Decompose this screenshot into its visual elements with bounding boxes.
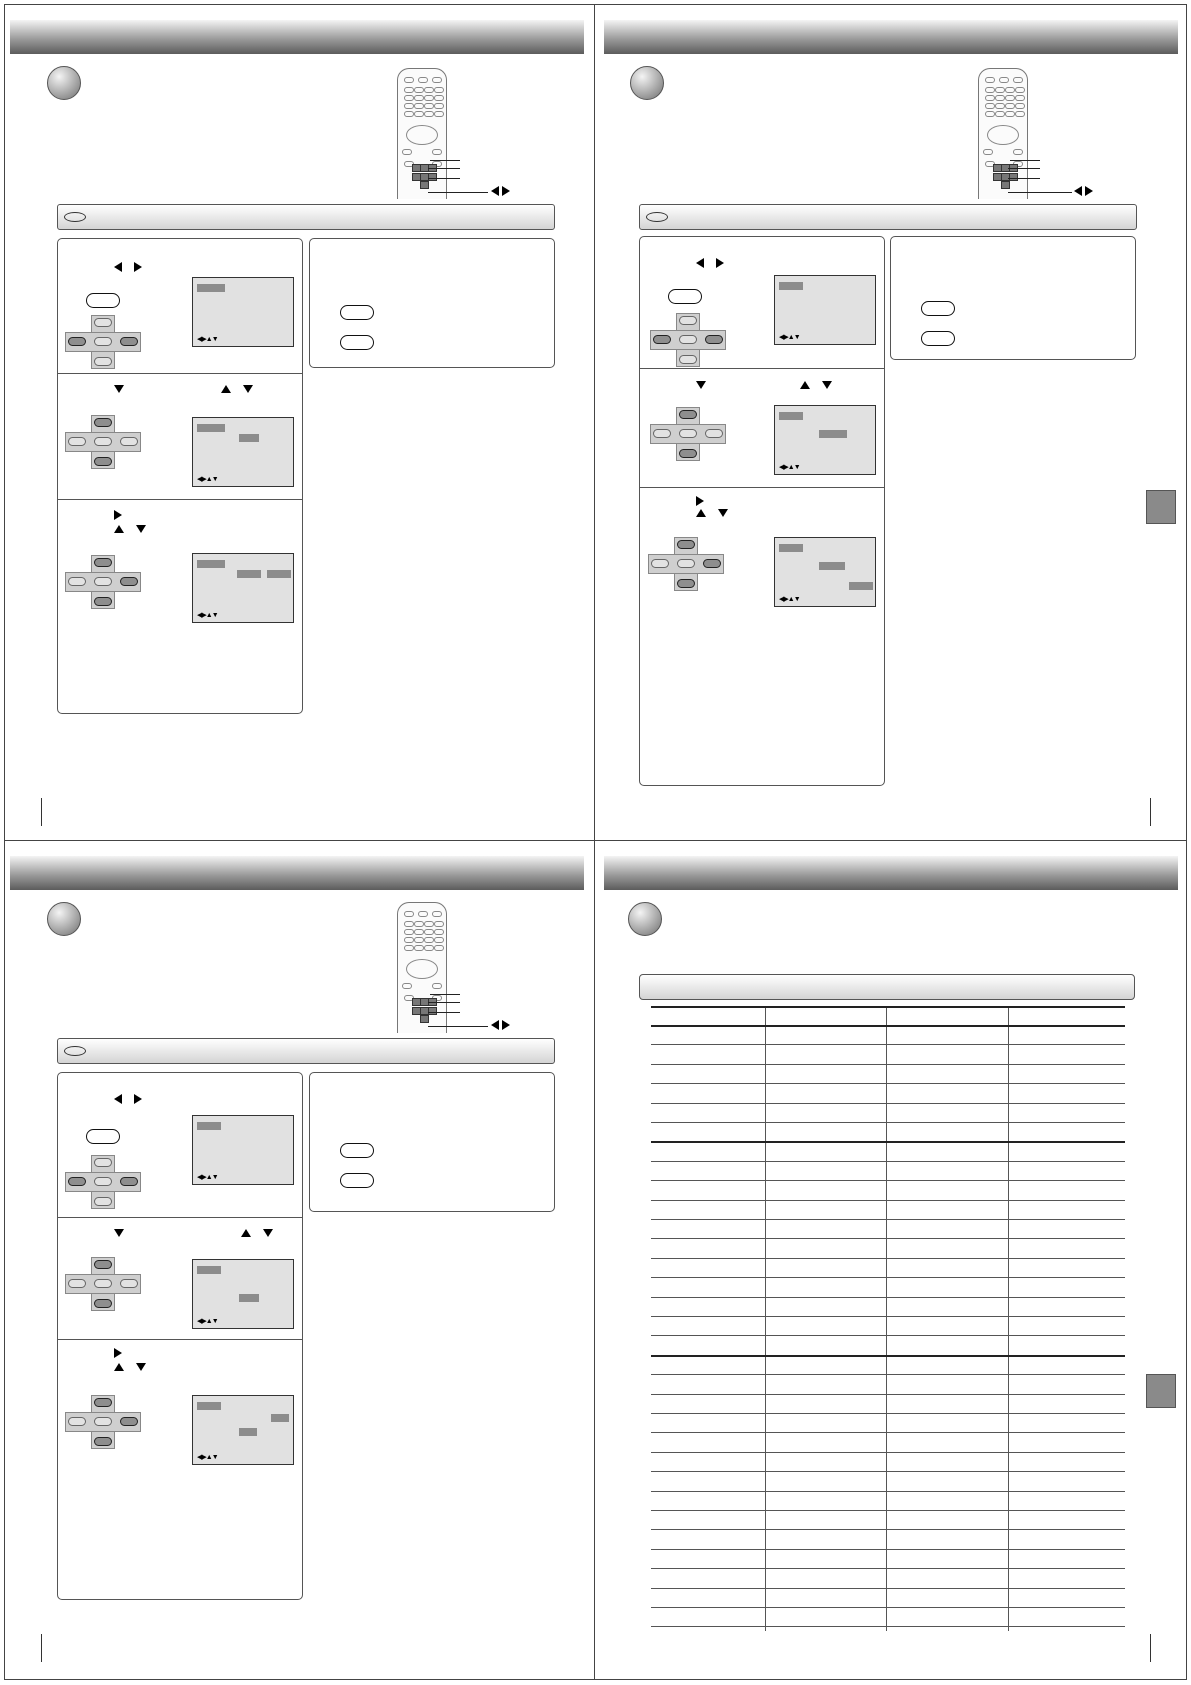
osd-highlight <box>197 284 225 292</box>
table-row <box>651 1122 1125 1123</box>
table-row <box>651 1180 1125 1181</box>
step3-arrows-updown <box>114 523 146 535</box>
quadrant-top-right <box>594 0 1187 840</box>
down-arrow-icon <box>822 381 832 389</box>
step-divider <box>640 368 884 369</box>
table-header-top-rule <box>651 1006 1125 1008</box>
step2-arrows-updown <box>800 379 832 391</box>
right-arrow-icon <box>134 1094 142 1104</box>
table-row <box>651 1064 1125 1065</box>
osd-highlight <box>237 570 261 578</box>
right-arrow-icon <box>114 1348 122 1358</box>
osd-highlight <box>779 544 803 552</box>
step-divider <box>58 373 302 374</box>
step3-arrows-updown <box>696 507 728 519</box>
step2-arrows <box>114 1227 124 1239</box>
table-row <box>651 1432 1125 1433</box>
table-row <box>651 1258 1125 1259</box>
up-arrow-icon <box>114 1363 124 1371</box>
callout-line <box>1008 168 1040 169</box>
down-arrow-icon <box>136 525 146 533</box>
quadrant-bottom-right <box>594 840 1187 1680</box>
table-header-bottom-rule <box>651 1025 1125 1027</box>
osd-nav-arrows: ◀▶▲▼ <box>197 612 218 619</box>
table-row <box>651 1549 1125 1550</box>
dvd-logo-icon <box>646 212 668 222</box>
callout-line <box>1010 160 1040 161</box>
step-divider <box>640 487 884 488</box>
osd-screen <box>192 1115 294 1185</box>
callout-line <box>428 168 460 169</box>
osd-nav-arrows: ◀▶▲▼ <box>197 1318 218 1325</box>
osd-highlight <box>197 1266 221 1274</box>
down-arrow-icon <box>696 381 706 389</box>
right-arrow-icon <box>716 258 724 268</box>
down-arrow-icon <box>243 385 253 393</box>
table-row <box>651 1413 1125 1414</box>
callout-line <box>430 994 460 995</box>
step2-arrows <box>696 379 706 391</box>
step1-arrows <box>696 257 724 269</box>
osd-highlight <box>819 562 845 570</box>
dpad-icon <box>650 313 726 367</box>
table-row <box>651 1161 1125 1162</box>
step3-arrows-updown <box>114 1361 146 1373</box>
right-arrow-icon <box>114 510 122 520</box>
table-row <box>651 1335 1125 1336</box>
table-title-bar <box>639 974 1135 1000</box>
osd-nav-arrows: ◀▶▲▼ <box>779 334 800 341</box>
left-arrow-icon <box>1074 186 1082 196</box>
callout-line <box>430 160 460 161</box>
dpad-icon <box>65 415 141 469</box>
right-arrow-icon <box>696 496 704 506</box>
up-arrow-icon <box>800 381 810 389</box>
osd-nav-arrows: ◀▶▲▼ <box>779 596 800 603</box>
osd-highlight <box>239 434 259 442</box>
setup-button-icon[interactable] <box>921 331 955 346</box>
down-arrow-icon <box>114 385 124 393</box>
right-arrow-icon <box>502 1020 510 1030</box>
step3-arrows <box>114 509 122 521</box>
setup-button-icon[interactable] <box>340 305 374 320</box>
header-bar <box>10 856 584 890</box>
osd-highlight <box>197 424 225 432</box>
table-row <box>651 1568 1125 1569</box>
setup-button-icon[interactable] <box>86 1129 120 1144</box>
dpad-icon <box>648 537 724 591</box>
osd-highlight <box>197 1122 221 1130</box>
right-arrow-icon <box>1085 186 1093 196</box>
osd-screen <box>192 1395 294 1465</box>
callout-line <box>428 1026 488 1027</box>
osd-screen <box>192 1259 294 1329</box>
remote-control-icon <box>397 902 447 1033</box>
up-arrow-icon <box>241 1229 251 1237</box>
osd-highlight <box>779 412 803 420</box>
table-row <box>651 1083 1125 1084</box>
step3-arrows <box>696 495 704 507</box>
steps-panel <box>57 1072 303 1600</box>
osd-nav-arrows: ◀▶▲▼ <box>779 464 800 471</box>
bullet-sphere-icon <box>628 902 662 936</box>
dvd-logo-icon <box>64 1046 86 1056</box>
remote-control-icon <box>397 68 447 199</box>
step3-arrows <box>114 1347 122 1359</box>
table-row <box>651 1297 1125 1298</box>
steps-panel <box>639 236 885 786</box>
section-bar <box>57 1038 555 1064</box>
table-row <box>651 1044 1125 1045</box>
setup-button-icon[interactable] <box>340 1143 374 1158</box>
setup-button-icon[interactable] <box>921 301 955 316</box>
osd-screen <box>192 553 294 623</box>
osd-highlight <box>849 582 873 590</box>
left-arrow-icon <box>491 186 499 196</box>
osd-screen <box>774 537 876 607</box>
setup-button-icon[interactable] <box>668 289 702 304</box>
quadrant-top-left <box>0 0 594 840</box>
table-column-divider <box>1008 1006 1009 1631</box>
table-row <box>651 1238 1125 1239</box>
header-bar <box>604 20 1178 54</box>
dvd-logo-icon <box>64 212 86 222</box>
bullet-sphere-icon <box>47 66 81 100</box>
osd-screen <box>774 405 876 475</box>
osd-highlight <box>819 430 847 438</box>
code-table <box>651 1006 1125 1631</box>
table-row <box>651 1355 1125 1357</box>
table-row <box>651 1394 1125 1395</box>
setup-button-icon[interactable] <box>340 1173 374 1188</box>
step-divider <box>58 1339 302 1340</box>
page-number-mark <box>1150 798 1151 826</box>
osd-screen <box>192 417 294 487</box>
left-arrow-icon <box>491 1020 499 1030</box>
page-number-mark <box>41 798 42 826</box>
table-row <box>651 1588 1125 1589</box>
header-bar <box>604 856 1178 890</box>
callout-line <box>1008 178 1040 179</box>
setup-button-icon[interactable] <box>340 335 374 350</box>
callout-line <box>1008 192 1072 193</box>
right-arrow-icon <box>134 262 142 272</box>
dpad-icon <box>65 315 141 369</box>
header-bar <box>10 20 584 54</box>
down-arrow-icon <box>718 509 728 517</box>
table-row <box>651 1626 1125 1627</box>
arrow-keys-label <box>1074 186 1093 197</box>
bullet-sphere-icon <box>47 902 81 936</box>
table-row <box>651 1200 1125 1201</box>
osd-highlight <box>779 282 803 290</box>
osd-highlight <box>271 1414 289 1422</box>
left-arrow-icon <box>114 1094 122 1104</box>
table-row <box>651 1607 1125 1608</box>
arrow-keys-label <box>491 1020 510 1031</box>
table-row <box>651 1103 1125 1104</box>
dpad-icon <box>65 1257 141 1311</box>
left-arrow-icon <box>696 258 704 268</box>
note-panel <box>309 238 555 368</box>
page-number-mark <box>41 1634 42 1662</box>
side-tab <box>1146 490 1176 524</box>
osd-highlight <box>197 1402 221 1410</box>
up-arrow-icon <box>221 385 231 393</box>
table-row <box>651 1316 1125 1317</box>
step-divider <box>58 499 302 500</box>
step2-arrows <box>114 383 124 395</box>
table-row <box>651 1471 1125 1472</box>
table-row <box>651 1510 1125 1511</box>
note-panel <box>890 236 1136 360</box>
remote-control-icon <box>978 68 1028 199</box>
step-divider <box>58 1217 302 1218</box>
osd-nav-arrows: ◀▶▲▼ <box>197 336 218 343</box>
dpad-icon <box>65 1395 141 1449</box>
setup-button-icon[interactable] <box>86 293 120 308</box>
bullet-sphere-icon <box>630 66 664 100</box>
osd-nav-arrows: ◀▶▲▼ <box>197 476 218 483</box>
table-column-divider <box>886 1006 887 1631</box>
up-arrow-icon <box>696 509 706 517</box>
step1-arrows <box>114 261 142 273</box>
table-row <box>651 1452 1125 1453</box>
table-row <box>651 1141 1125 1143</box>
right-arrow-icon <box>502 186 510 196</box>
note-panel <box>309 1072 555 1212</box>
table-row <box>651 1374 1125 1375</box>
table-row <box>651 1277 1125 1278</box>
osd-highlight <box>267 570 291 578</box>
section-bar <box>57 204 555 230</box>
osd-nav-arrows: ◀▶▲▼ <box>197 1454 218 1461</box>
step1-arrows <box>114 1093 142 1105</box>
osd-highlight <box>239 1428 257 1436</box>
table-row <box>651 1219 1125 1220</box>
quadrant-bottom-left <box>0 840 594 1680</box>
callout-line <box>428 1002 460 1003</box>
up-arrow-icon <box>114 525 124 533</box>
steps-panel <box>57 238 303 714</box>
arrow-keys-label <box>491 186 510 197</box>
step2-arrows-updown <box>241 1227 273 1239</box>
table-row <box>651 1529 1125 1530</box>
osd-highlight <box>239 1294 259 1302</box>
left-arrow-icon <box>114 262 122 272</box>
section-bar <box>639 204 1137 230</box>
osd-highlight <box>197 560 225 568</box>
table-row <box>651 1491 1125 1492</box>
step2-arrows-updown <box>221 383 253 395</box>
callout-line <box>428 178 460 179</box>
page-number-mark <box>1150 1634 1151 1662</box>
callout-line <box>428 192 488 193</box>
callout-line <box>428 1012 460 1013</box>
down-arrow-icon <box>114 1229 124 1237</box>
dpad-icon <box>65 1155 141 1209</box>
down-arrow-icon <box>136 1363 146 1371</box>
down-arrow-icon <box>263 1229 273 1237</box>
osd-nav-arrows: ◀▶▲▼ <box>197 1174 218 1181</box>
side-tab <box>1146 1374 1176 1408</box>
osd-screen <box>774 275 876 345</box>
dpad-icon <box>650 407 726 461</box>
dpad-icon <box>65 555 141 609</box>
table-column-divider <box>765 1006 766 1631</box>
osd-screen <box>192 277 294 347</box>
